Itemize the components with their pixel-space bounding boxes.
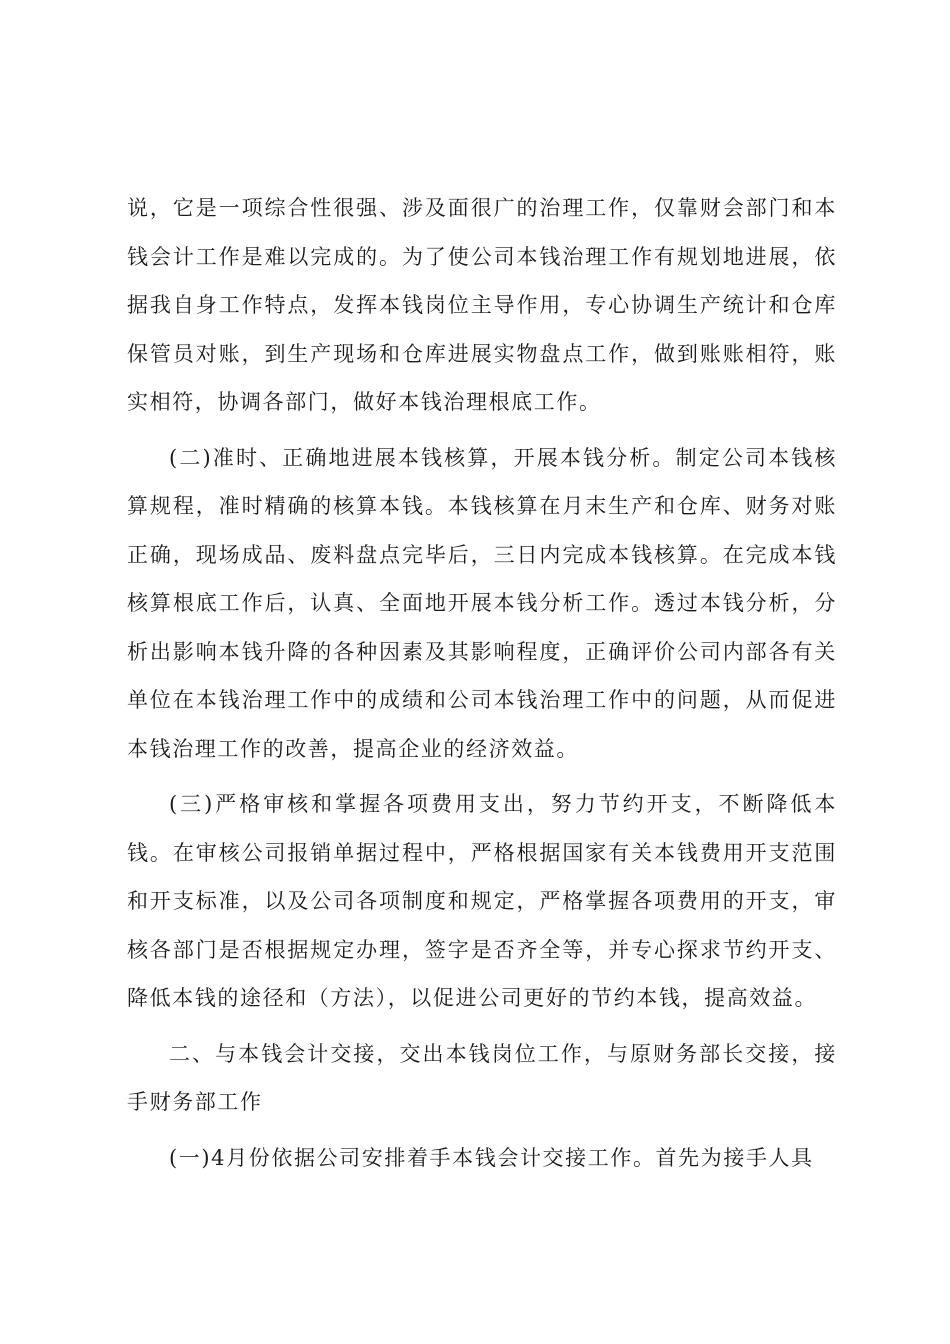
paragraph-continuation: 说，它是一项综合性很强、涉及面很广的治理工作，仅靠财会部门和本钱会计工作是难以完成的。为了使公司本钱治理工作有规划地进展，依据我自身工作特点，发挥本钱岗位主导作用，专心协调生产统计和仓库保管员对账，到生产现场和仓库进展实物盘点工作，做到账账相符，账实相符，协调各部门，做好本钱治理根底工作。 [127,196,837,414]
paragraph-expense-control: (三)严格审核和掌握各项费用支出，努力节约开支，不断降低本钱。在审核公司报销单据过程中，严格根据国家有关本钱费用开支范围和开支标准，以及公司各项制度和规定，严格掌握各项费用的开支，审核各部门是否根据规定办理，签字是否齐全等，并专心探求节约开支、降低本钱的途径和（方法），以促进公司更好的节约本钱，提高效益。 [127,792,837,1010]
section-heading-handover: 二、与本钱会计交接，交出本钱岗位工作，与原财务部长交接，接手财务部工作 [127,1041,837,1114]
paragraph-cost-accounting: (二)准时、正确地进展本钱核算，开展本钱分析。制定公司本钱核算规程，准时精确的核算本钱。本钱核算在月末生产和仓库、财务对账正确，现场成品、废料盘点完毕后，三日内完成本钱核算。在完成本钱核算根底工作后，认真、全面地开展本钱分析工作。透过本钱分析，分析出影响本钱升降的各种因素及其影响程度，正确评价公司内部各有关单位在本钱治理工作中的成绩和公司本钱治理工作中的问题，从而促进本钱治理工作的改善，提高企业的经济效益。 [127,445,837,761]
document-body [127,184,837,1189]
paragraph-handover-start: (一)4月份依据公司安排着手本钱会计交接工作。首先为接手人具 [169,1145,814,1170]
